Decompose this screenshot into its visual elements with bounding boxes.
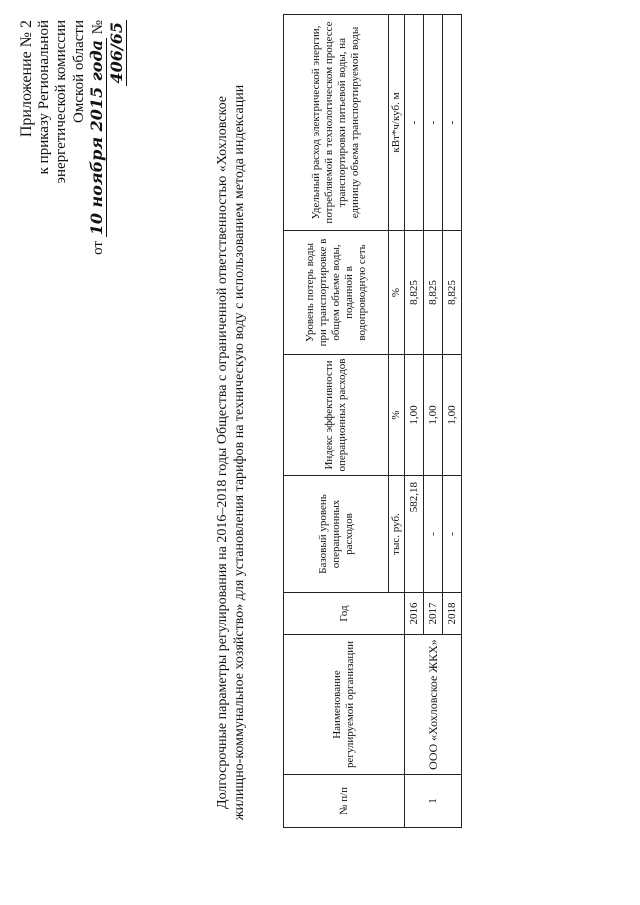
header-base: Базовый уровень операционных расходов: [284, 476, 389, 593]
table-row: [405, 15, 424, 828]
appendix-block: [18, 20, 127, 270]
cell-org-name: ООО «Хохловское ЖКХ»: [405, 635, 462, 775]
cell-index: 1,00: [424, 355, 443, 476]
table-header-row: [284, 15, 389, 828]
handwritten-number: 406/65: [106, 22, 126, 84]
cell-loss: 8,825: [405, 231, 424, 355]
cell-energy: -: [405, 15, 424, 231]
header-energy: Удельный расход электрической энергии, потребляемой в технологическом процессе транспортировки питьевой воды, на единицу объема транспортируемой воды: [284, 15, 389, 231]
cell-year: 2017: [424, 593, 443, 635]
cell-loss: 8,825: [424, 231, 443, 355]
parameters-table: [283, 14, 462, 828]
header-loss: Уровень потерь воды при транспортировке в общем объеме воды, поданной в водопроводную сеть: [284, 231, 389, 355]
appendix-line-2: энергетической комиссии: [53, 20, 69, 184]
cell-energy: -: [443, 15, 462, 231]
unit-index: %: [389, 355, 405, 476]
appendix-line-3: Омской области: [70, 20, 87, 123]
number-prefix: №: [90, 20, 106, 35]
unit-base: тыс. руб.: [389, 476, 405, 593]
appendix-date-line: [88, 20, 127, 270]
cell-base: -: [424, 476, 443, 593]
header-num: № п/п: [284, 775, 405, 828]
header-org: Наименование регулируемой организации: [284, 635, 405, 775]
cell-base: 582,18: [405, 476, 424, 593]
header-year: Год: [284, 593, 405, 635]
document-heading: Долгосрочные параметры регулирования на 2016–2018 годы Общества с ограниченной ответственностью «Хохловское жилищно-коммунальное хозяйство» для установления тарифов на техническую воду с использованием метода индексации: [215, 84, 247, 821]
handwritten-date: 10 ноября 2015 года: [87, 40, 106, 236]
appendix-line-1: к приказу Региональной: [35, 20, 52, 175]
cell-loss: 8,825: [443, 231, 462, 355]
appendix-title: Приложение № 2: [18, 20, 35, 138]
cell-org-number: 1: [405, 775, 462, 828]
unit-energy: кВт*ч/куб. м: [389, 15, 405, 231]
unit-loss: %: [389, 231, 405, 355]
cell-base: -: [443, 476, 462, 593]
cell-year: 2018: [443, 593, 462, 635]
header-index: Индекс эффективности операционных расходов: [284, 355, 389, 476]
cell-energy: -: [424, 15, 443, 231]
cell-index: 1,00: [443, 355, 462, 476]
date-prefix: от: [90, 241, 106, 255]
cell-year: 2016: [405, 593, 424, 635]
cell-index: 1,00: [405, 355, 424, 476]
